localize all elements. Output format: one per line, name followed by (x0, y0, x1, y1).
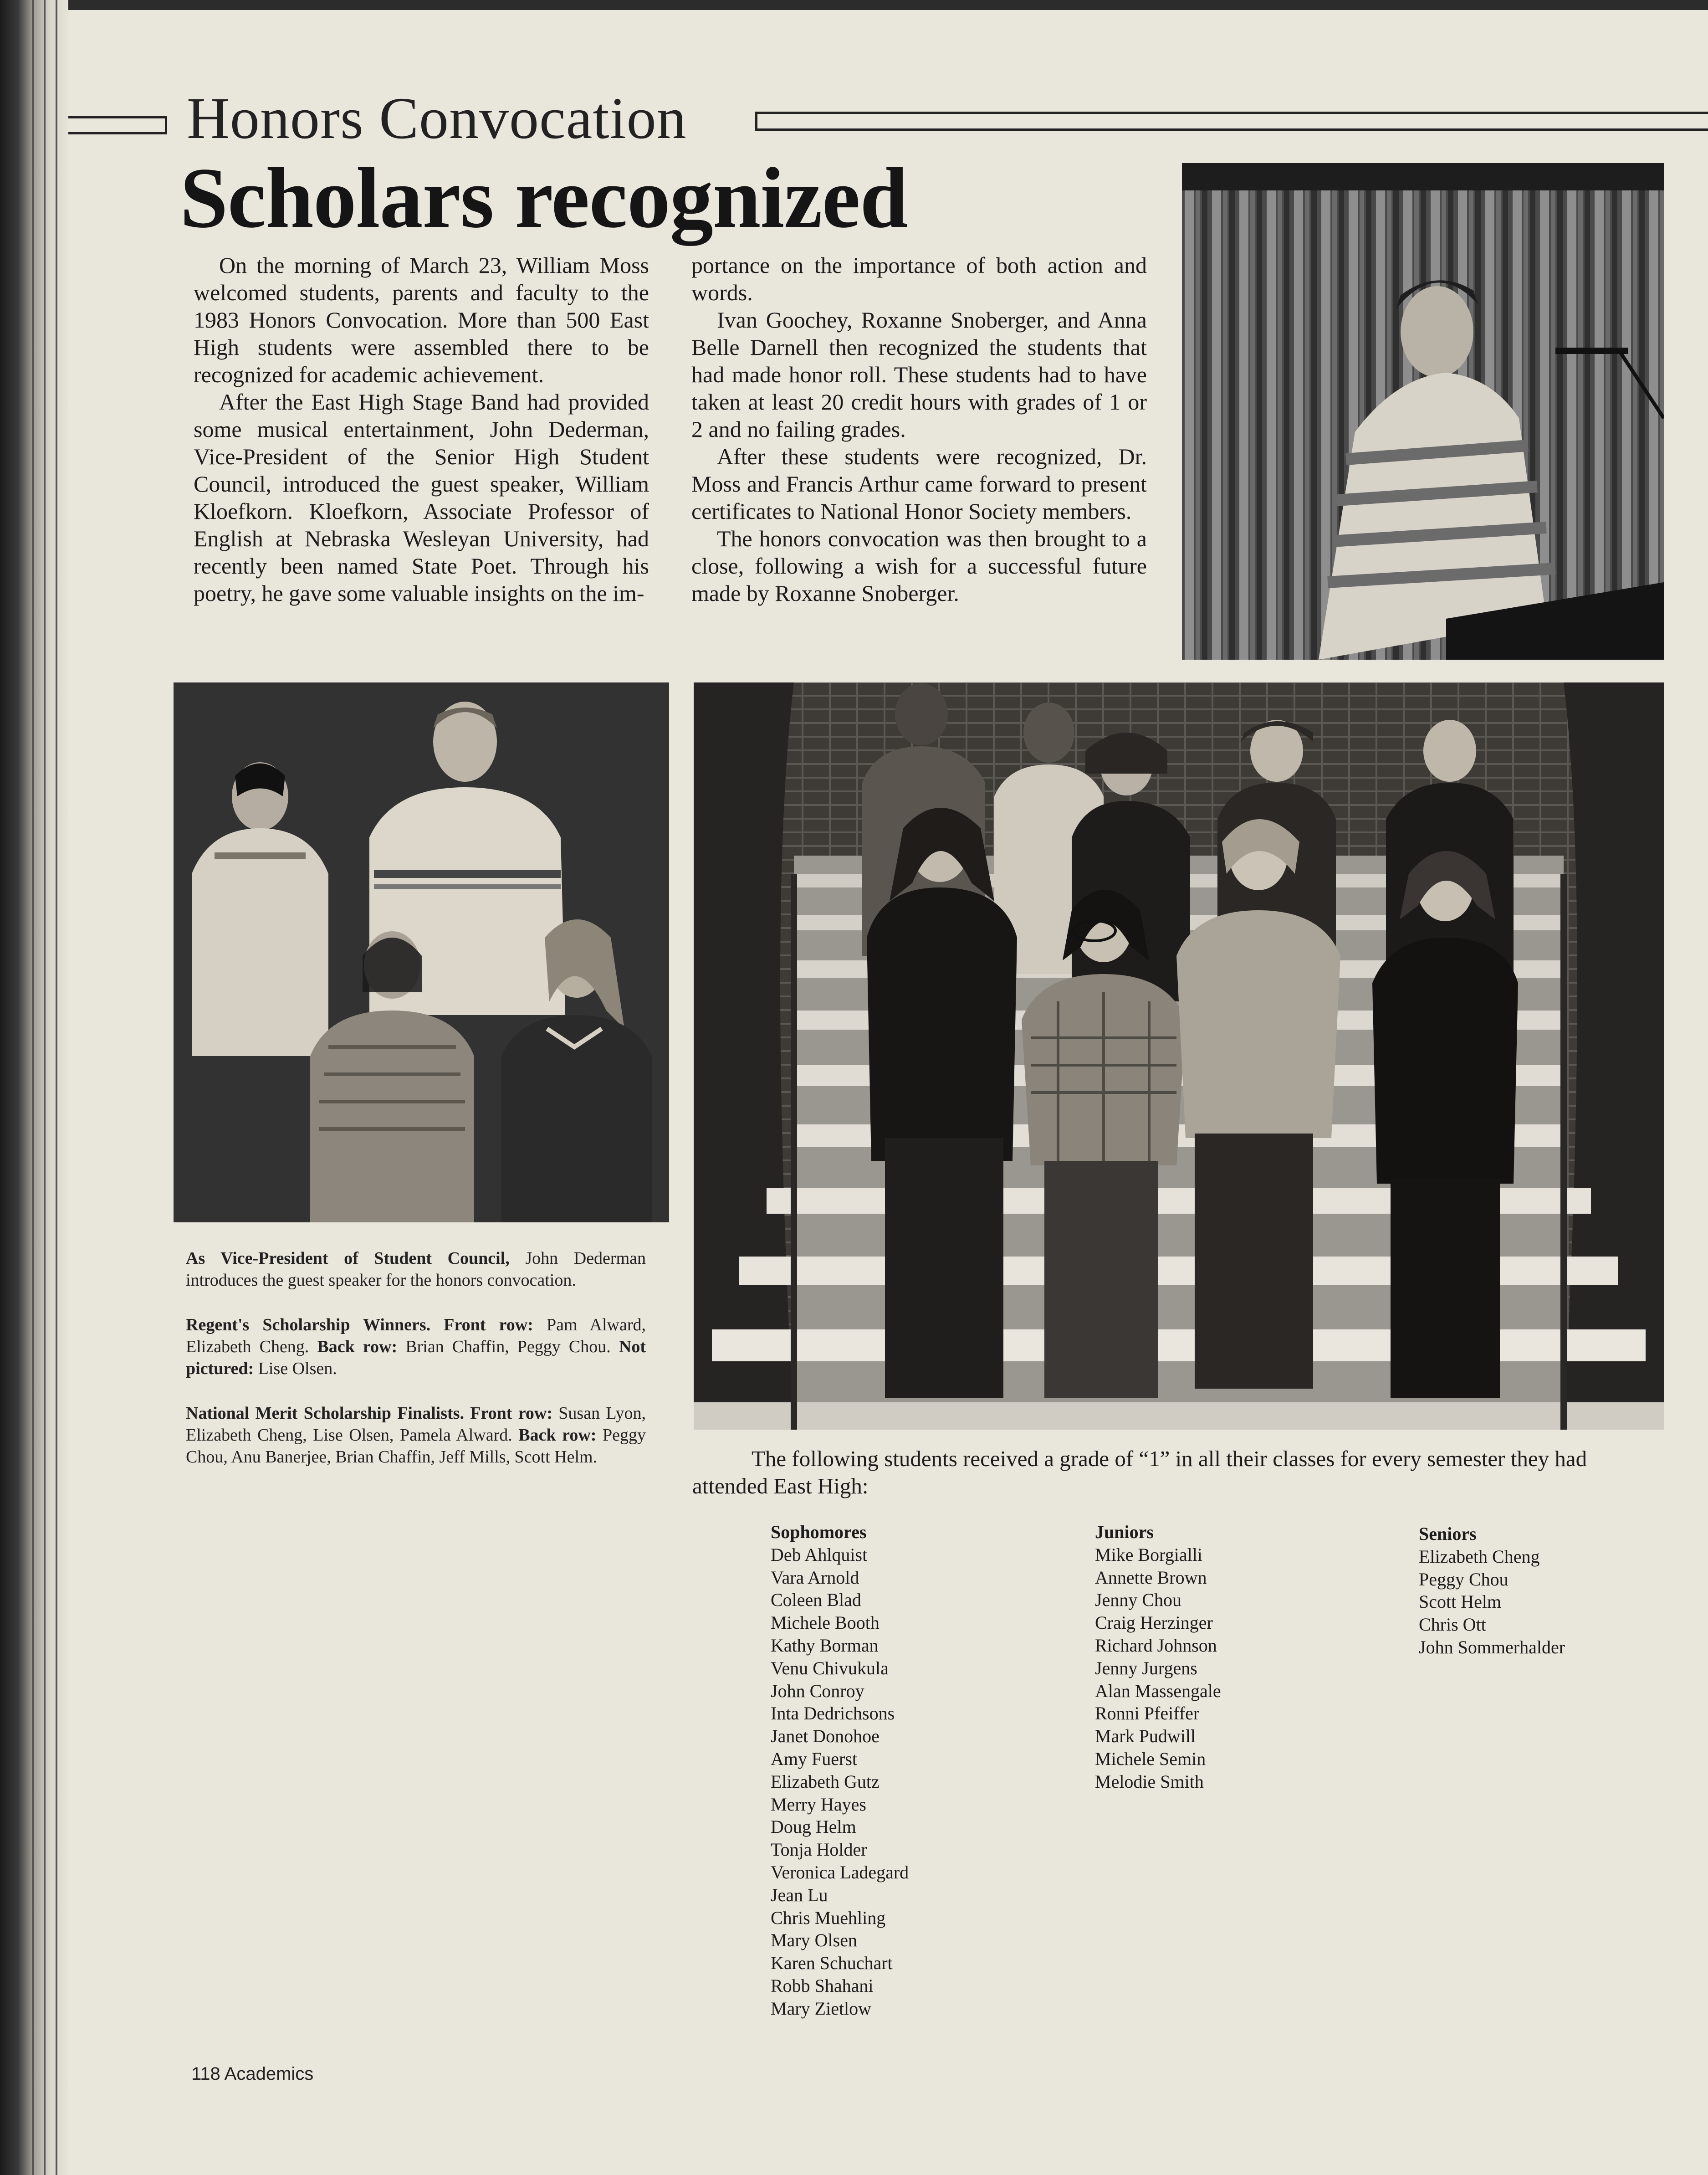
caption-merit-bold: National Merit Scholarship Finalists. Front row: (186, 1404, 552, 1423)
header-rule-left-cap (165, 116, 167, 134)
story-paragraph: The honors convocation was then brought to a close, following a wish for a successful future made by Roxanne Snoberger. (691, 526, 1147, 606)
student-name: Coleen Blad (771, 1590, 861, 1611)
caption-speaker-bold: As Vice-President of Student Council, (186, 1249, 510, 1268)
header-rule-right-top (756, 112, 1708, 114)
caption-national-merit (186, 1402, 646, 1468)
student-name: Kathy Borman (771, 1635, 879, 1656)
list-heading: Seniors (1419, 1524, 1477, 1544)
section-kicker: Honors Convocation (187, 86, 687, 151)
story-paragraph: After the East High Stage Band had provided some musical entertainment, John Dederman, Vice-President of the Senior High Student Council, introduced the guest speaker, William Kloefkorn. Kloefkorn, Associate Professor of English at Nebraska Wesleyan University, had recently been named State Poet. Through his poetry, he gave some valuable insights on the im- (194, 389, 649, 606)
list-heading: Juniors (1095, 1522, 1154, 1542)
student-name: Karen Schuchart (771, 1953, 893, 1974)
student-name: Veronica Ladegard (771, 1862, 909, 1883)
story-paragraph: After these students were recognized, Dr. Moss and Francis Arthur came forward to present certificates to National Honor Society members. (691, 444, 1147, 524)
student-name: John Sommerhalder (1419, 1636, 1565, 1657)
student-name: Merry Hayes (771, 1794, 866, 1815)
story-column-1 (194, 251, 649, 607)
header-rule-right-bottom (756, 128, 1708, 131)
student-name: Ronni Pfeiffer (1095, 1703, 1200, 1724)
student-name: Mark Pudwill (1095, 1726, 1196, 1747)
caption-merit-text: Susan Lyon, Elizabeth Cheng, Lise Olsen, Pamela Alward. (186, 1404, 646, 1445)
photo-regents-scholarship-winners (174, 682, 669, 1222)
sophomores-list (771, 1521, 909, 2020)
story-column-2 (691, 251, 1147, 607)
page-headline: Scholars recognized (180, 150, 908, 246)
student-name: Janet Donohoe (771, 1726, 880, 1747)
student-name: Chris Ott (1419, 1614, 1486, 1635)
header-rule-left-top (68, 116, 166, 118)
student-name: Elizabeth Gutz (771, 1771, 880, 1792)
student-name: Vara Arnold (771, 1567, 859, 1588)
student-name: Scott Helm (1419, 1591, 1502, 1612)
student-name: Amy Fuerst (771, 1748, 857, 1769)
student-name: Mike Borgialli (1095, 1544, 1202, 1565)
caption-regents-text: Brian Chaffin, Peggy Chou. (397, 1337, 619, 1356)
caption-regents-bold: Regent's Scholarship Winners. Front row: (186, 1315, 533, 1334)
juniors-list (1095, 1521, 1221, 1793)
student-name: Inta Dedrichsons (771, 1703, 895, 1724)
student-name: Jenny Chou (1095, 1590, 1181, 1611)
caption-regents-text: Lise Olsen. (254, 1359, 337, 1378)
student-name: John Conroy (771, 1680, 864, 1701)
story-paragraph: Ivan Goochey, Roxanne Snoberger, and Anna Belle Darnell then recognized the students that had made honor roll. These students had to have taken at least 20 credit hours with grades of 1 or 2 and no failing grades. (691, 307, 1147, 442)
page-binding (0, 0, 68, 2175)
honor-list-intro-text: The following students received a grade of “1” in all their classes for every semester they had attended East High: (692, 1446, 1587, 1498)
caption-regents-bold: Back row: (317, 1337, 398, 1356)
student-name: Annette Brown (1095, 1567, 1207, 1588)
seniors-list (1419, 1523, 1565, 1659)
student-name: Tonja Holder (771, 1839, 867, 1860)
student-name: Craig Herzinger (1095, 1612, 1213, 1633)
student-name: Robb Shahani (771, 1975, 874, 1996)
story-paragraph: On the morning of March 23, William Moss welcomed students, parents and faculty to the 1983 Honors Convocation. More than 500 East High students were assembled there to be recognized for academic achievement. (194, 252, 649, 387)
student-name: Michele Booth (771, 1612, 880, 1633)
caption-regents-text: Pam Alward, Elizabeth Cheng. (186, 1315, 646, 1356)
student-name: Jean Lu (771, 1884, 828, 1905)
student-name: Doug Helm (771, 1816, 856, 1837)
photo-speaker-at-podium (1182, 163, 1664, 660)
header-rule-left-bottom (68, 132, 166, 134)
caption-merit-bold: Back row: (518, 1426, 597, 1445)
photo-captions (186, 1247, 646, 1491)
student-name: Mary Olsen (771, 1930, 857, 1951)
story-paragraph: portance on the importance of both action and words. (691, 252, 1147, 305)
student-name: Jenny Jurgens (1095, 1657, 1197, 1678)
caption-regents-bold: Not pictured: (186, 1337, 646, 1378)
student-name: Deb Ahlquist (771, 1544, 868, 1565)
honor-list-intro (692, 1445, 1658, 1500)
list-heading: Sophomores (771, 1522, 867, 1542)
page-folio: 118 Academics (191, 2064, 314, 2084)
caption-regents (186, 1314, 646, 1380)
student-name: Richard Johnson (1095, 1635, 1217, 1656)
caption-speaker (186, 1247, 646, 1291)
student-name: Michele Semin (1095, 1748, 1206, 1769)
student-name: Melodie Smith (1095, 1771, 1204, 1792)
header-rule-right-cap (755, 112, 757, 131)
student-name: Mary Zietlow (771, 1998, 872, 2019)
student-name: Chris Muehling (771, 1907, 886, 1928)
scan-top-edge (0, 0, 1708, 10)
caption-speaker-text: John Dederman introduces the guest speaker for the honors convocation. (186, 1249, 646, 1290)
student-name: Venu Chivukula (771, 1657, 889, 1678)
student-name: Alan Massengale (1095, 1680, 1221, 1701)
student-name: Elizabeth Cheng (1419, 1546, 1540, 1567)
photo-national-merit-finalists (694, 682, 1664, 1430)
caption-merit-text: Peggy Chou, Anu Banerjee, Brian Chaffin, Jeff Mills, Scott Helm. (186, 1426, 646, 1467)
student-name: Peggy Chou (1419, 1569, 1509, 1590)
